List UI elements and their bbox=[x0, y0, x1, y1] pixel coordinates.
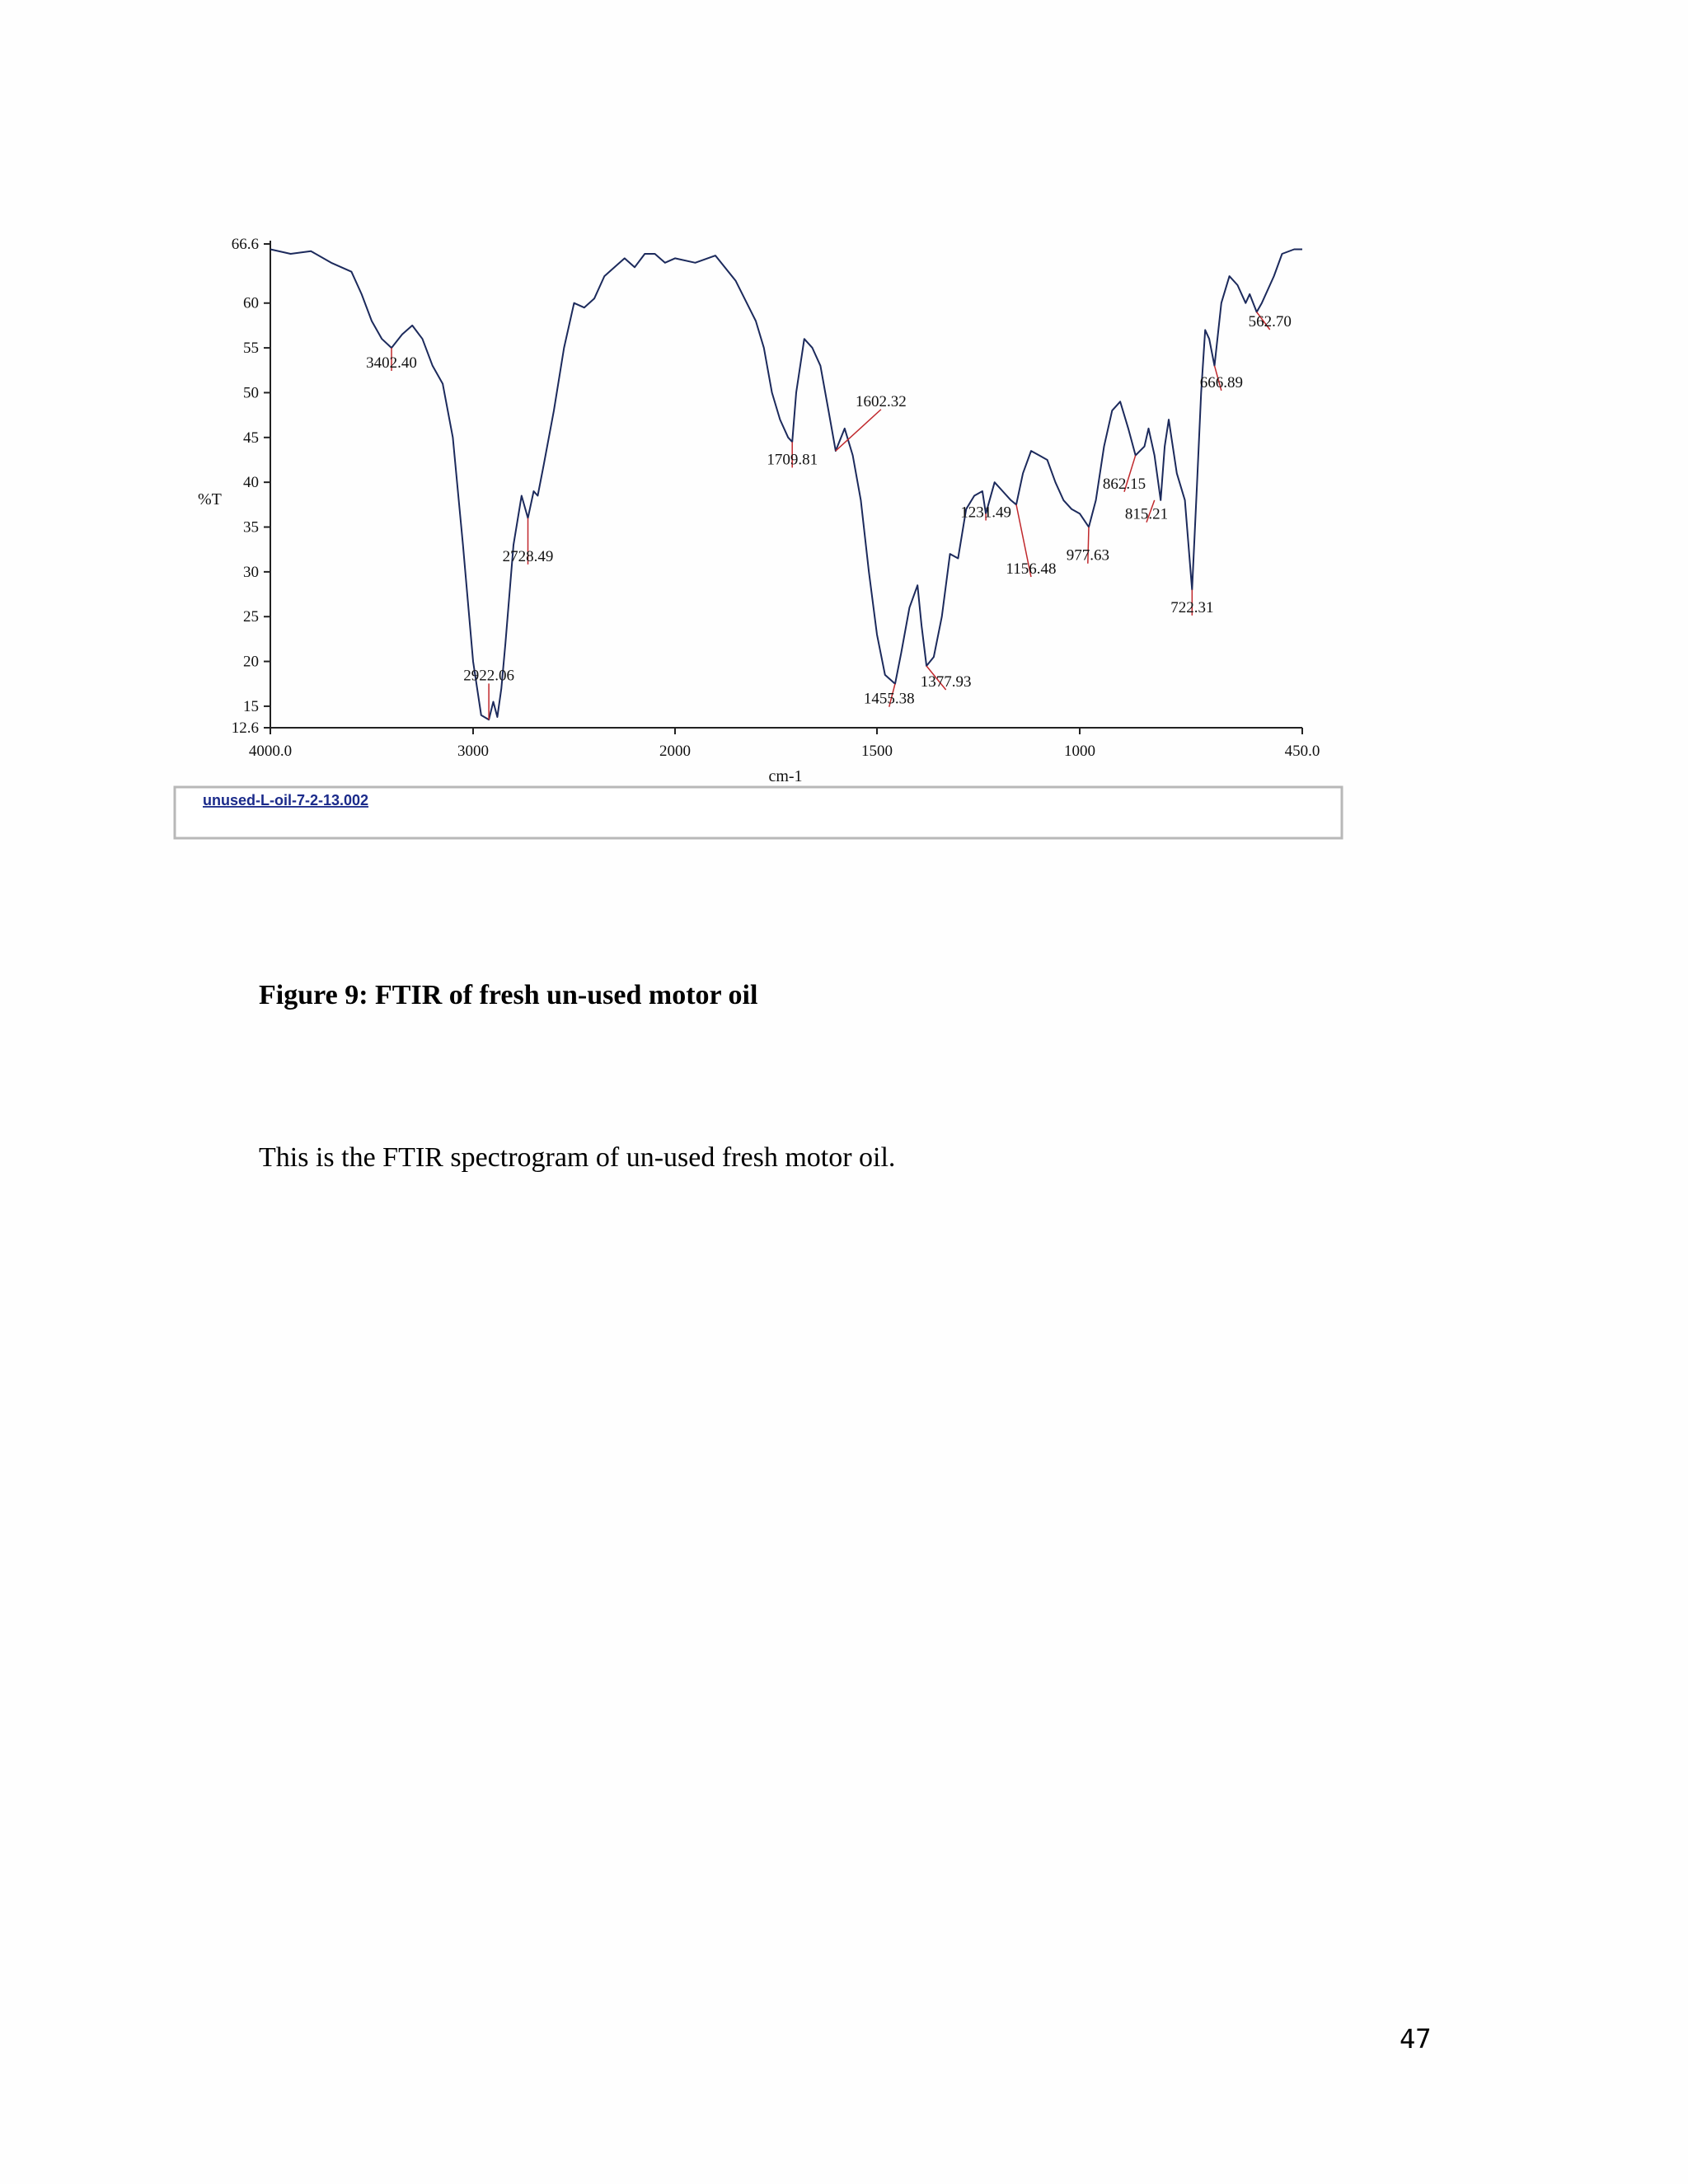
chart-axes bbox=[232, 236, 1320, 760]
spectrum-line bbox=[270, 250, 1302, 720]
x-tick-label: 450.0 bbox=[1284, 743, 1320, 760]
spectrum-layer bbox=[270, 250, 1302, 720]
peak-label: 2728.49 bbox=[502, 547, 554, 565]
y-tick-label: 25 bbox=[243, 608, 259, 626]
peak-label: 3402.40 bbox=[366, 354, 417, 373]
peak-label: 1709.81 bbox=[767, 451, 818, 469]
y-tick-label: 40 bbox=[243, 474, 259, 492]
x-tick-label: 1000 bbox=[1064, 743, 1095, 760]
peak-label: 562.70 bbox=[1248, 313, 1292, 331]
y-tick-label: 35 bbox=[243, 518, 259, 537]
legend-entry-link[interactable]: unused-L-oil-7-2-13.002 bbox=[203, 792, 369, 808]
peak-label: 1377.93 bbox=[920, 673, 972, 691]
y-tick-label: 55 bbox=[243, 340, 259, 358]
peak-marker bbox=[836, 410, 881, 451]
y-tick-label: 45 bbox=[243, 429, 259, 447]
figure-caption: Figure 9: FTIR of fresh un-used motor oil bbox=[259, 980, 758, 1010]
y-tick-label: 66.6 bbox=[231, 236, 259, 253]
x-tick-label: 3000 bbox=[457, 743, 489, 760]
y-tick-label: 50 bbox=[243, 384, 259, 402]
page-number: 47 bbox=[1400, 2023, 1432, 2055]
peak-label: 815.21 bbox=[1124, 505, 1169, 523]
x-tick-label: 2000 bbox=[659, 743, 691, 760]
y-tick-label: 60 bbox=[243, 294, 259, 312]
y-tick-label: 30 bbox=[243, 563, 259, 581]
peak-label: 1455.38 bbox=[863, 690, 915, 708]
x-tick-label: 4000.0 bbox=[248, 743, 293, 760]
peak-label: 1231.49 bbox=[960, 504, 1011, 522]
peak-label: 2922.06 bbox=[463, 667, 514, 685]
peak-label: 722.31 bbox=[1170, 598, 1214, 616]
y-tick-label: 20 bbox=[243, 653, 259, 671]
body-paragraph: This is the FTIR spectrogram of un-used fresh motor oil. bbox=[259, 1142, 896, 1173]
peak-label: 1156.48 bbox=[1006, 560, 1057, 579]
peak-label: 666.89 bbox=[1199, 373, 1243, 391]
peak-label: 862.15 bbox=[1102, 475, 1146, 493]
peak-label: 1602.32 bbox=[856, 392, 907, 410]
y-tick-label: 15 bbox=[243, 697, 259, 715]
y-tick-label: 12.6 bbox=[231, 719, 259, 737]
x-axis-label: cm-1 bbox=[768, 767, 803, 785]
peak-label: 977.63 bbox=[1066, 546, 1109, 565]
x-tick-label: 1500 bbox=[861, 743, 893, 760]
ftir-figure bbox=[0, 0, 1688, 874]
y-axis-label: %T bbox=[198, 490, 222, 509]
